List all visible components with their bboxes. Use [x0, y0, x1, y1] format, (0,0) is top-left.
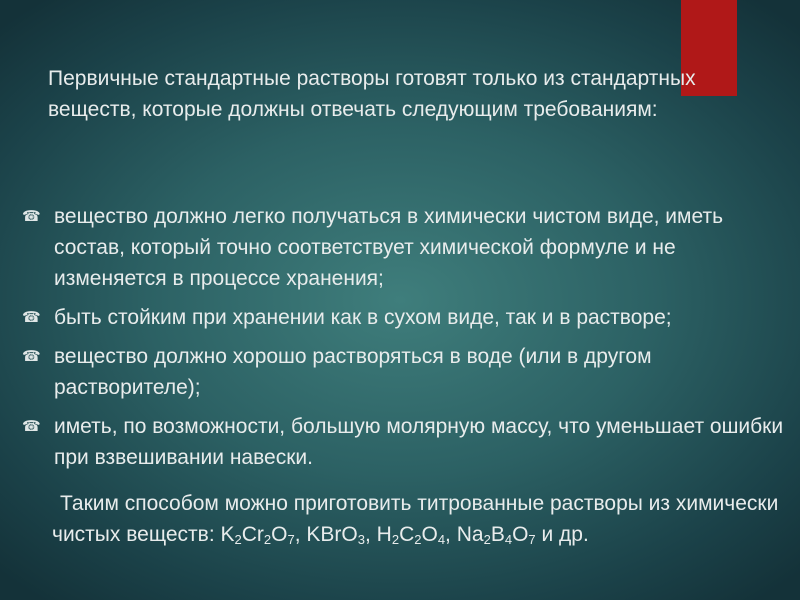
- closing-paragraph: [52, 488, 797, 550]
- formula-separator: ,: [294, 523, 307, 546]
- formula-subscript: 4: [437, 532, 446, 547]
- chemical-formula: [377, 523, 445, 546]
- intro-paragraph: Первичные стандартные растворы готовят только из стандартных веществ, которые должны отвечать следующим требованиям:: [48, 67, 696, 121]
- formula-symbol: O: [512, 523, 529, 546]
- formula-symbol: K: [220, 523, 235, 546]
- formula-subscript: 2: [391, 532, 400, 547]
- formula-symbol: B: [490, 523, 505, 546]
- list-item-text: вещество должно хорошо растворяться в воде (или в другом растворителе);: [54, 345, 652, 399]
- formula-subscript: 3: [357, 532, 365, 547]
- formula-symbol: C: [399, 523, 415, 546]
- closing-ending: и др.: [541, 523, 589, 546]
- formula-list: [221, 523, 536, 546]
- formula-symbol: O: [421, 523, 438, 546]
- requirements-list: [22, 201, 792, 481]
- chemical-formula: [306, 523, 365, 546]
- formula-symbol: KBrO: [306, 523, 358, 546]
- formula-subscript: 2: [263, 532, 272, 547]
- formula-subscript: 2: [483, 532, 491, 547]
- chemical-formula: [221, 523, 295, 546]
- formula-subscript: 2: [234, 532, 242, 547]
- telephone-icon: ☎: [22, 348, 41, 365]
- telephone-icon: ☎: [22, 309, 41, 326]
- telephone-icon: ☎: [22, 418, 41, 435]
- list-item-text: вещество должно легко получаться в химически чистом виде, иметь состав, который точно соответствует химической формуле и не изменяется в процессе хранения;: [54, 205, 724, 290]
- formula-separator: ,: [364, 523, 377, 546]
- list-item-text: иметь, по возможности, большую молярную массу, что уменьшает ошибки при взвешивании навески.: [54, 415, 784, 469]
- list-item: [22, 201, 792, 294]
- formula-subscript: 7: [528, 532, 536, 547]
- formula-separator: ,: [445, 523, 457, 546]
- formula-subscript: 4: [504, 532, 513, 547]
- formula-symbol: O: [271, 523, 288, 546]
- formula-symbol: Cr: [241, 523, 264, 546]
- list-item: [22, 302, 792, 333]
- formula-symbol: Na: [456, 523, 484, 546]
- list-item: [22, 341, 792, 403]
- list-item-text: быть стойким при хранении как в сухом виде, так и в растворе;: [54, 306, 672, 329]
- formula-subscript: 7: [287, 532, 295, 547]
- list-item: [22, 411, 792, 473]
- formula-subscript: 2: [414, 532, 422, 547]
- chemical-formula: [457, 523, 536, 546]
- closing-text: Таким способом можно приготовить титрованные растворы из химически чистых веществ:: [52, 492, 779, 546]
- telephone-icon: ☎: [22, 208, 41, 225]
- formula-symbol: H: [376, 523, 392, 546]
